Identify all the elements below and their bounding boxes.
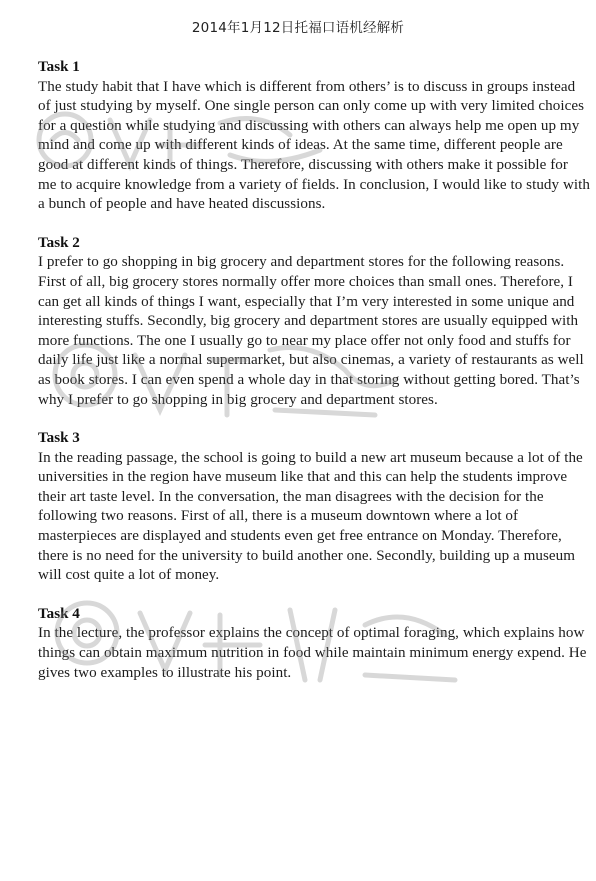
task-body: The study habit that I have which is different from others’ is to discuss in groups instead of just studying by myself. One single person can only come up with very limited choices for a question while studying and discussing with others can always help me open up my mind and come up with different kinds of ideas. At the same time, different people are good at different kinds of things. Therefore, discussing with others make it possible for me to acquire knowledge from a variety of fields. In conclusion, I would like to study with a bunch of people and have heated discussions.: [38, 78, 590, 213]
task-title: Task 3: [38, 430, 80, 447]
task-section-3: [38, 429, 590, 586]
task-section-4: [38, 605, 590, 683]
task-body: I prefer to go shopping in big grocery and department stores for the following reasons. First of all, big grocery stores normally offer more choices than small ones. Therefore, I can get all kinds of things I want, especially that I’m very interested in some unique and interesting stuffs. Secondly, big grocery and department stores are usually equipped with more functions. The one I usually go to near my place offer not only food and stuffs for daily life just like a normal supermarket, but also cinemas, a variety of restaurants as well as book stores. I can even spend a whole day in that storing without getting bored. That’s why I prefer to go shopping in big grocery and department stores.: [38, 254, 584, 408]
document-content: [38, 58, 590, 702]
task-title: Task 1: [38, 59, 80, 75]
task-body: In the lecture, the professor explains the concept of optimal foraging, which explains how things can obtain maximum nutrition in food while maintain minimum energy expend. He gives two examples to illustrate his point.: [38, 625, 587, 681]
page-header-title: 2014年1月12日托福口语机经解析: [191, 20, 405, 36]
task-title: Task 2: [38, 234, 80, 251]
task-title: Task 4: [38, 605, 80, 622]
task-section-2: [38, 234, 590, 410]
task-section-1: [38, 58, 590, 215]
task-body: In the reading passage, the school is going to build a new art museum because a lot of the universities in the region have museum like that and this can help the students improve their art taste level. In the conversation, the man disagrees with the decision for the following two reasons. First of all, there is a museum downtown where a lot of masterpieces are displayed and students even get free entrance on Monday. Therefore, there is no need for the university to build another one. Secondly, building up a museum will cost quite a lot of money.: [38, 449, 583, 584]
